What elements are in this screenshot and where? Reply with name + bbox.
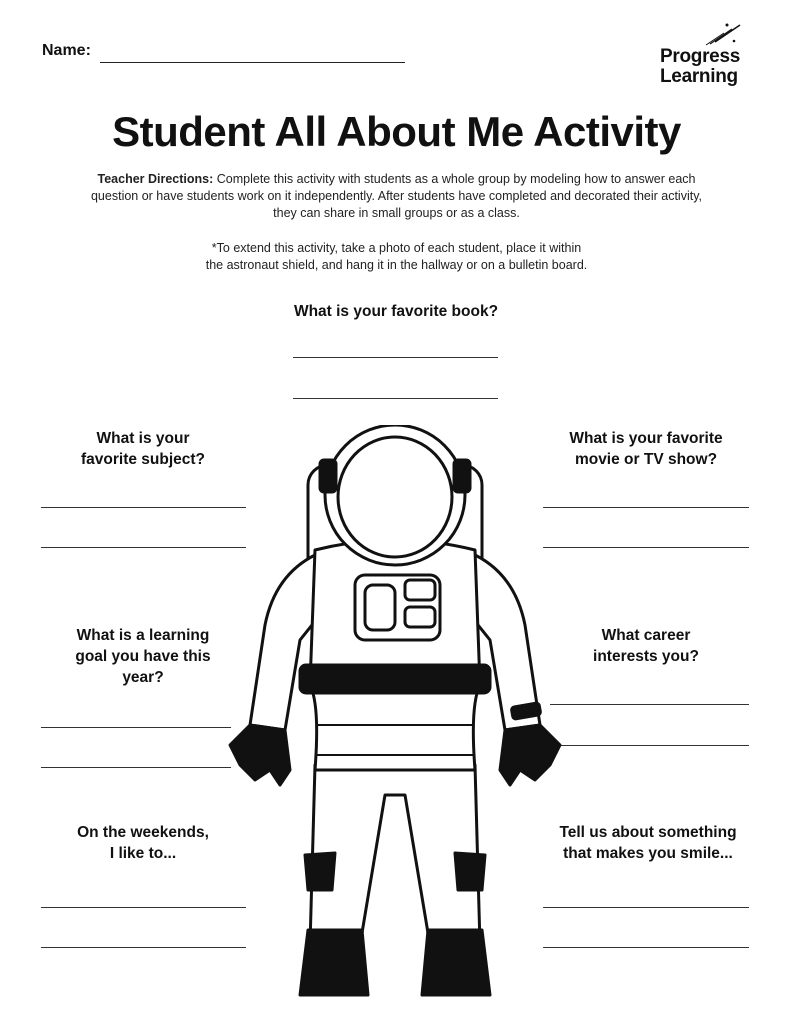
- answer-line[interactable]: [543, 507, 749, 508]
- name-label: Name:: [42, 42, 91, 59]
- question-smile: Tell us about something that makes you smile...: [559, 824, 737, 862]
- directions-label: Teacher Directions:: [97, 172, 214, 186]
- answer-line[interactable]: [543, 907, 749, 908]
- answer-line[interactable]: [543, 547, 749, 548]
- question-career: What career interests you?: [593, 627, 699, 665]
- teacher-directions: [90, 171, 703, 222]
- answer-line[interactable]: [555, 745, 749, 746]
- shooting-star-icon: [660, 20, 760, 48]
- answer-line[interactable]: [41, 547, 246, 548]
- astronaut-illustration: [220, 425, 570, 1000]
- page-title: Student All About Me Activity: [112, 108, 681, 155]
- answer-line[interactable]: [293, 398, 498, 399]
- answer-line[interactable]: [41, 947, 246, 948]
- answer-line[interactable]: [41, 907, 246, 908]
- question-subject: What is your favorite subject?: [80, 430, 206, 468]
- note-line2: the astronaut shield, and hang it in the hallway or on a bulletin board.: [205, 258, 588, 272]
- answer-line[interactable]: [550, 704, 749, 705]
- answer-line[interactable]: [41, 727, 231, 728]
- question-goal: What is a learning goal you have this year?: [75, 627, 211, 686]
- question-movie: What is your favorite movie or TV show?: [569, 430, 723, 468]
- answer-line[interactable]: [293, 357, 498, 358]
- answer-line[interactable]: [41, 507, 246, 508]
- answer-line[interactable]: [41, 767, 231, 768]
- directions-text: Complete this activity with students as a whole group by modeling how to answer each question or have students work on it independently. After students have completed and decorated their activity, they can share in small groups or as a class.: [90, 172, 703, 220]
- question-book: What is your favorite book?: [293, 303, 499, 320]
- logo-line2: Learning: [660, 66, 738, 87]
- logo-line1: Progress: [660, 46, 740, 67]
- note-line1: *To extend this activity, take a photo of each student, place it within: [211, 241, 582, 255]
- progress-learning-logo: [660, 20, 760, 90]
- extension-note: [90, 240, 703, 274]
- answer-line[interactable]: [543, 947, 749, 948]
- question-weekends: On the weekends, I like to...: [77, 824, 209, 862]
- name-input-line[interactable]: [100, 62, 405, 63]
